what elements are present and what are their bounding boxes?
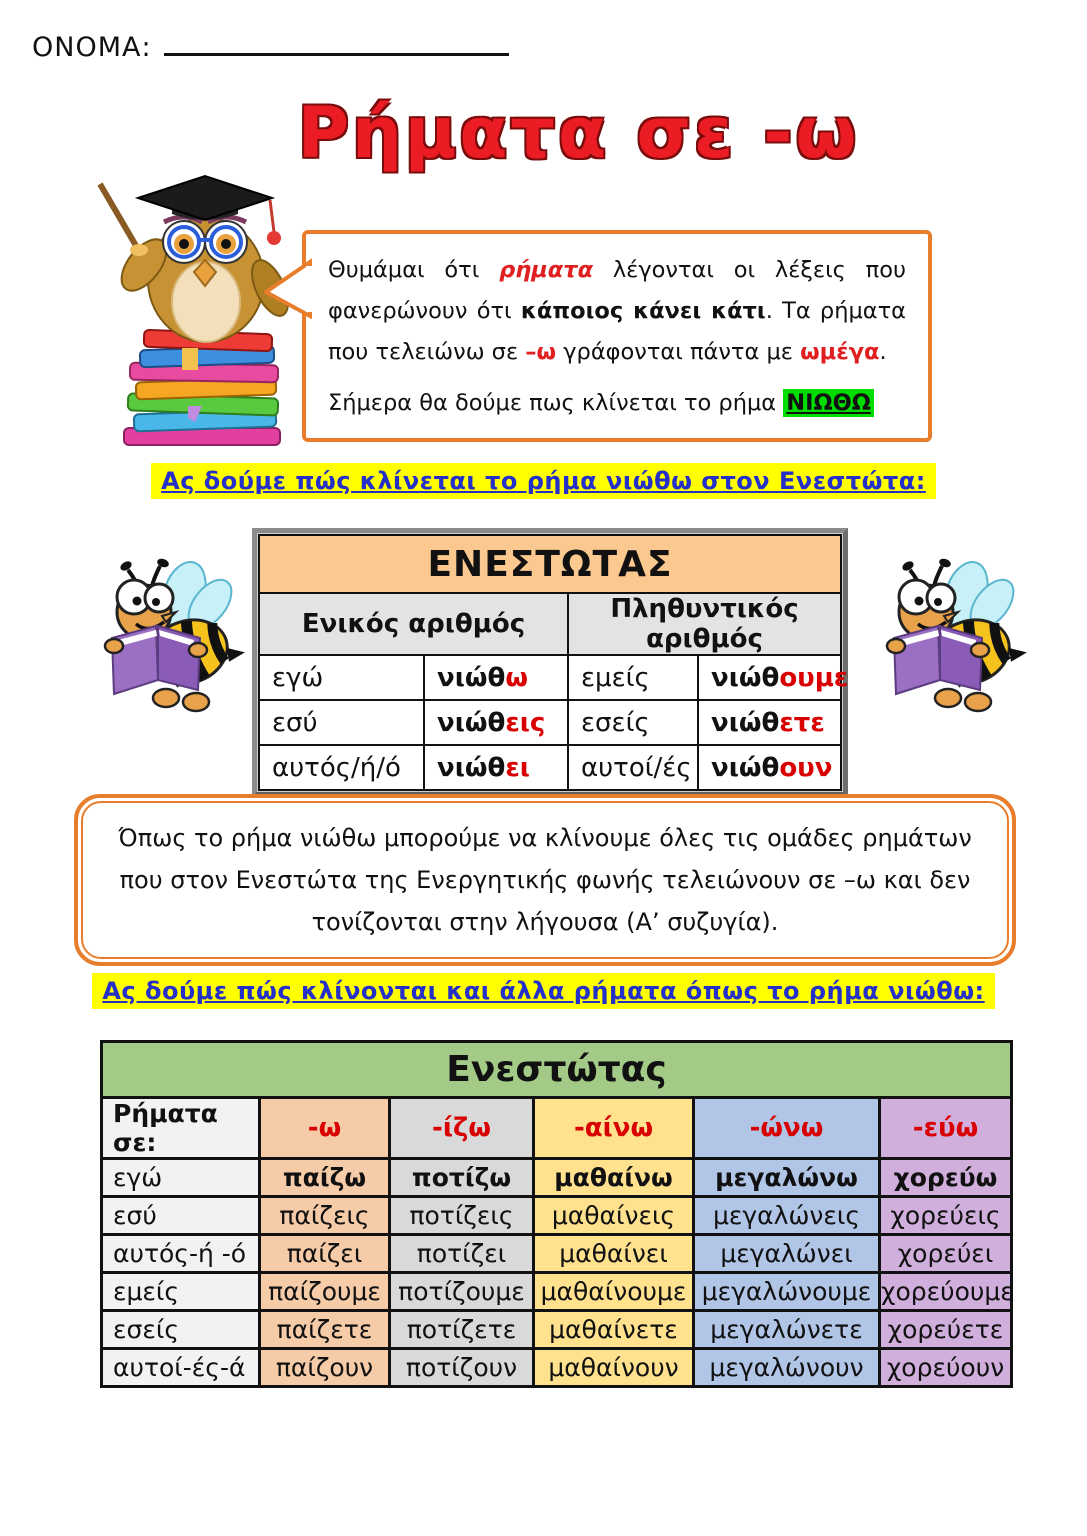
verb-cell: ποτίζετε bbox=[390, 1311, 534, 1349]
verb-cell: μαθαίνουν bbox=[534, 1349, 694, 1387]
verb-cell: μεγαλώνετε bbox=[694, 1311, 880, 1349]
table-row bbox=[259, 745, 841, 790]
verb-cell: μαθαίνεις bbox=[534, 1197, 694, 1235]
verb-cell: παίζετε bbox=[260, 1311, 390, 1349]
bee-legs bbox=[153, 689, 209, 711]
pronoun-cell: εσύ bbox=[102, 1197, 260, 1235]
bee-head bbox=[899, 557, 958, 639]
ending-header: -αίνω bbox=[534, 1098, 694, 1159]
rule-note-text: Όπως το ρήμα νιώθω μπορούμε να κλίνουμε όλες τις ομάδες ρημάτων που στον Ενεστώτα της Ενεργητικής φωνής τελειώνουν σε –ω και δεν τονίζονται στην λήγουσα (Α’ συζυγία). bbox=[118, 824, 972, 936]
verb-cell: νιώθεις bbox=[424, 700, 568, 745]
rule-note-box bbox=[74, 794, 1016, 966]
bee-head bbox=[117, 557, 176, 639]
table2-title: Ενεστώτας bbox=[102, 1042, 1012, 1098]
name-row bbox=[32, 26, 509, 63]
verb-cell: ποτίζουν bbox=[390, 1349, 534, 1387]
ending-header: -ίζω bbox=[390, 1098, 534, 1159]
ending-header: -εύω bbox=[880, 1098, 1012, 1159]
table-row bbox=[102, 1159, 1012, 1197]
verb-cell: νιώθει bbox=[424, 745, 568, 790]
verb-cell: μεγαλώνουν bbox=[694, 1349, 880, 1387]
verb-cell: χορεύεις bbox=[880, 1197, 1012, 1235]
verb-cell: μαθαίνετε bbox=[534, 1311, 694, 1349]
reading-bee-icon bbox=[866, 552, 1028, 714]
name-label: ΟΝΟΜΑ: bbox=[32, 32, 152, 63]
verb-cell: χορεύετε bbox=[880, 1311, 1012, 1349]
table1-title: ΕΝΕΣΤΩΤΑΣ bbox=[259, 535, 841, 593]
pronoun-cell: εσείς bbox=[102, 1311, 260, 1349]
verb-cell: παίζουν bbox=[260, 1349, 390, 1387]
verb-cell: μεγαλώνουμε bbox=[694, 1273, 880, 1311]
verb-cell: μαθαίνω bbox=[534, 1159, 694, 1197]
table-row bbox=[102, 1197, 1012, 1235]
pronoun-cell: αυτός-ή -ό bbox=[102, 1235, 260, 1273]
book-icon bbox=[105, 626, 207, 694]
verb-cell: χορεύουμε bbox=[880, 1273, 1012, 1311]
verb-cell: ποτίζει bbox=[390, 1235, 534, 1273]
verb-cell: ποτίζουμε bbox=[390, 1273, 534, 1311]
bubble-paragraph-2: Σήμερα θα δούμε πως κλίνεται το ρήμα ΝΙΩΘΩ bbox=[328, 383, 906, 424]
verb-cell: χορεύω bbox=[880, 1159, 1012, 1197]
verb-cell: μεγαλώνεις bbox=[694, 1197, 880, 1235]
verb-cell: μεγαλώνω bbox=[694, 1159, 880, 1197]
book-icon bbox=[887, 626, 989, 694]
verb-cell: παίζει bbox=[260, 1235, 390, 1273]
highlighted-verb-niotho: ΝΙΩΘΩ bbox=[783, 389, 874, 417]
table-row bbox=[259, 655, 841, 700]
table-row bbox=[102, 1311, 1012, 1349]
table-row bbox=[102, 1349, 1012, 1387]
pronoun-cell: αυτοί-ές-ά bbox=[102, 1349, 260, 1387]
pronoun-cell: αυτοί/ές bbox=[568, 745, 698, 790]
speech-bubble bbox=[302, 230, 932, 442]
verb-cell: χορεύει bbox=[880, 1235, 1012, 1273]
pronoun-cell: εγώ bbox=[102, 1159, 260, 1197]
verb-cell: χορεύουν bbox=[880, 1349, 1012, 1387]
verb-cell: παίζουμε bbox=[260, 1273, 390, 1311]
table-row bbox=[259, 700, 841, 745]
highlighted-word-rimata: ρήματα bbox=[499, 257, 594, 283]
reading-bee-icon bbox=[84, 552, 246, 714]
section-heading-1: Ας δούμε πώς κλίνεται το ρήμα νιώθω στον Ενεστώτα: bbox=[0, 463, 1087, 499]
name-blank-line bbox=[164, 26, 509, 56]
table2-corner-label: Ρήματα σε: bbox=[102, 1098, 260, 1159]
section-heading-2: Ας δούμε πώς κλίνονται και άλλα ρήματα όπως το ρήμα νιώθω: bbox=[0, 973, 1087, 1009]
book-stack-icon bbox=[124, 330, 280, 445]
table2-endings-row bbox=[102, 1098, 1012, 1159]
pronoun-cell: αυτός/ή/ό bbox=[259, 745, 424, 790]
verb-cell: ποτίζεις bbox=[390, 1197, 534, 1235]
bubble-paragraph-1: Θυμάμαι ότι ρήματα λέγονται οι λέξεις που φανερώνουν ότι κάποιος κάνει κάτι. Τα ρήματα που τελειώνω σε –ω γράφονται πάντα με ωμέγα. bbox=[328, 257, 906, 365]
ending-header: -ώνω bbox=[694, 1098, 880, 1159]
present-tense-table-frame bbox=[252, 528, 848, 797]
verb-cell: παίζεις bbox=[260, 1197, 390, 1235]
ending-header: -ω bbox=[260, 1098, 390, 1159]
verb-cell: νιώθουν bbox=[698, 745, 841, 790]
pronoun-cell: εμείς bbox=[102, 1273, 260, 1311]
table1-plural-header: Πληθυντικός αριθμός bbox=[568, 593, 841, 655]
niotho-conjugation-table bbox=[258, 534, 849, 791]
pronoun-cell: εγώ bbox=[259, 655, 424, 700]
table1-singular-header: Ενικός αριθμός bbox=[259, 593, 568, 655]
table-row bbox=[102, 1235, 1012, 1273]
verb-cell: μαθαίνουμε bbox=[534, 1273, 694, 1311]
verb-cell: νιώθουμε bbox=[698, 655, 841, 700]
page-title: Ρήματα σε -ω bbox=[297, 92, 860, 174]
verb-cell: παίζω bbox=[260, 1159, 390, 1197]
verb-cell: νιώθω bbox=[424, 655, 568, 700]
verbs-conjugation-table bbox=[100, 1040, 1013, 1388]
verb-cell: μεγαλώνει bbox=[694, 1235, 880, 1273]
pronoun-cell: εσύ bbox=[259, 700, 424, 745]
pronoun-cell: εμείς bbox=[568, 655, 698, 700]
table-row bbox=[102, 1273, 1012, 1311]
verb-cell: νιώθετε bbox=[698, 700, 841, 745]
speech-bubble-tail bbox=[264, 258, 314, 320]
bee-legs bbox=[935, 689, 991, 711]
verb-cell: μαθαίνει bbox=[534, 1235, 694, 1273]
verb-cell: ποτίζω bbox=[390, 1159, 534, 1197]
pronoun-cell: εσείς bbox=[568, 700, 698, 745]
